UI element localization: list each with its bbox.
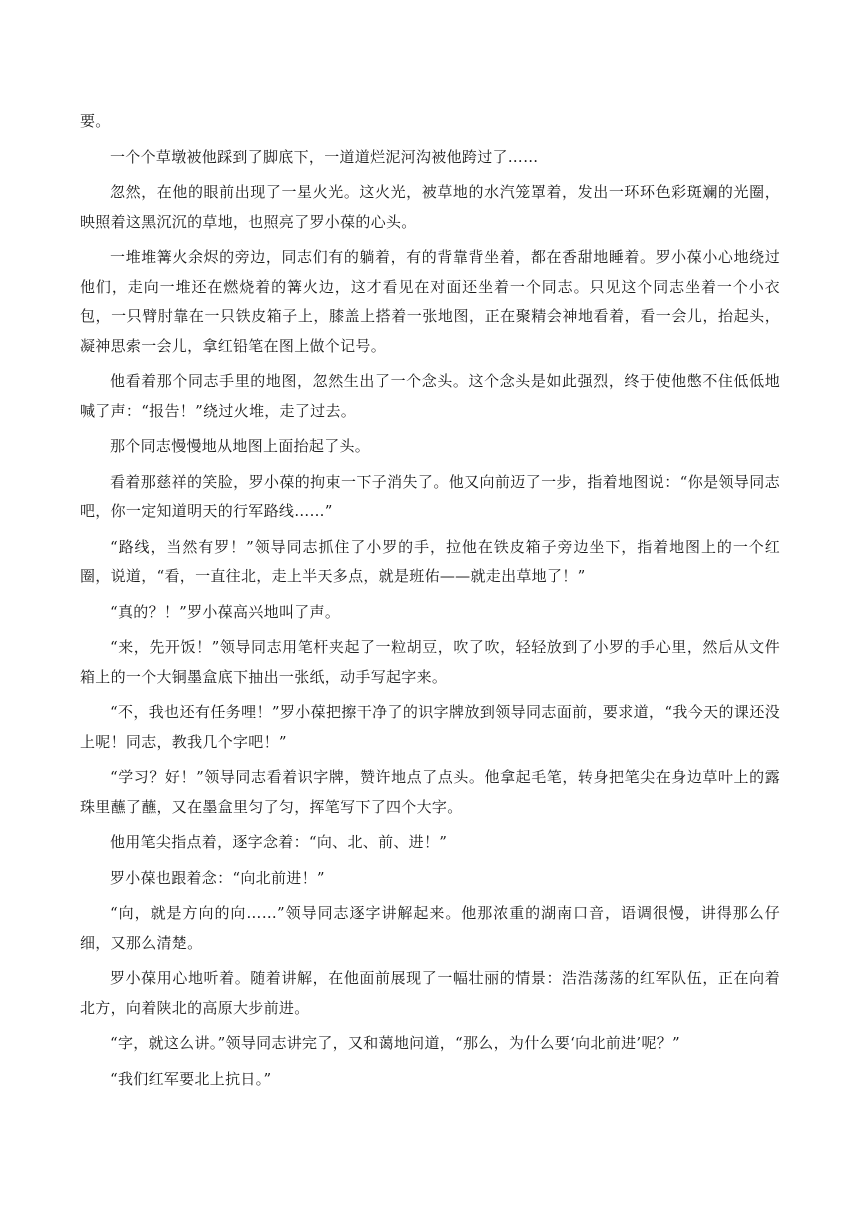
paragraph: “我们红军要北上抗日。” — [110, 1069, 272, 1088]
paragraph: 罗小葆也跟着念：“向北前进！” — [110, 868, 325, 887]
paragraph: 一堆堆篝火余烬的旁边，同志们有的躺着，有的背靠背坐着，都在香甜地睡着。罗小葆小心地绕过他们，走向一堆还在燃烧着的篝火边，这才看见在对面还坐着一个同志。只见这个同志坐着一个小衣包，一只臂肘靠在一只铁皮箱子上，膝盖上搭着一张地图，正在聚精会神地看着，看一会儿，抬起头，凝神思索一会儿，拿红铅笔在图上做个记号。 — [80, 248, 780, 355]
paragraph: 忽然，在他的眼前出现了一星火光。这火光，被草地的水汽笼罩着，发出一环环色彩斑斓的光圈，映照着这黑沉沉的草地，也照亮了罗小葆的心头。 — [80, 183, 780, 231]
paragraph: “向，就是方向的向……”领导同志逐字讲解起来。他那浓重的湖南口音，语调很慢，讲得那么仔细，又那么清楚。 — [80, 904, 780, 952]
paragraph: “学习？好！”领导同志看着识字牌，赞许地点了点头。他拿起毛笔，转身把笔尖在身边草叶上的露珠里蘸了蘸，又在墨盒里匀了匀，挥笔写下了四个大字。 — [80, 768, 780, 816]
paragraph: “真的？！”罗小葆高兴地叫了声。 — [110, 602, 341, 621]
paragraph: “来，先开饭！”领导同志用笔杆夹起了一粒胡豆，吹了吹，轻轻放到了小罗的手心里，然后从文件箱上的一个大铜墨盒底下抽出一张纸，动手写起字来。 — [80, 638, 780, 686]
paragraph: “字，就这么讲。”领导同志讲完了，又和蔼地问道，“那么，为什么要‘向北前进’呢？” — [110, 1034, 681, 1052]
document-page — [80, 107, 780, 1100]
paragraph: “路线，当然有罗！”领导同志抓住了小罗的手，拉他在铁皮箱子旁边坐下，指着地图上的一个红圈，说道，“看，一直往北，走上半天多点，就是班佑——就走出草地了！” — [80, 537, 780, 585]
paragraph: 他看着那个同志手里的地图，忽然生出了一个念头。这个念头是如此强烈，终于使他憋不住低低地喊了声：“报告！”绕过火堆，走了过去。 — [80, 372, 780, 420]
paragraph: 那个同志慢慢地从地图上面抬起了头。 — [110, 437, 371, 455]
paragraph: “不，我也还有任务哩！”罗小葆把擦干净了的识字牌放到领导同志面前，要求道，“我今天的课还没上呢！同志，教我几个字吧！” — [80, 703, 780, 751]
paragraph: 一个个草墩被他踩到了脚底下，一道道烂泥河沟被他跨过了…… — [110, 147, 539, 166]
paragraph: 罗小葆用心地听着。随着讲解，在他面前展现了一幅壮丽的情景：浩浩荡荡的红军队伍，正在向着北方，向着陕北的高原大步前进。 — [80, 969, 780, 1017]
paragraph: 看着那慈祥的笑脸，罗小葆的拘束一下子消失了。他又向前迈了一步，指着地图说：“你是领导同志吧，你一定知道明天的行军路线……” — [80, 472, 780, 520]
paragraph: 要。 — [80, 112, 111, 130]
paragraph: 他用笔尖指点着，逐字念着：“向、北、前、进！” — [110, 833, 448, 851]
